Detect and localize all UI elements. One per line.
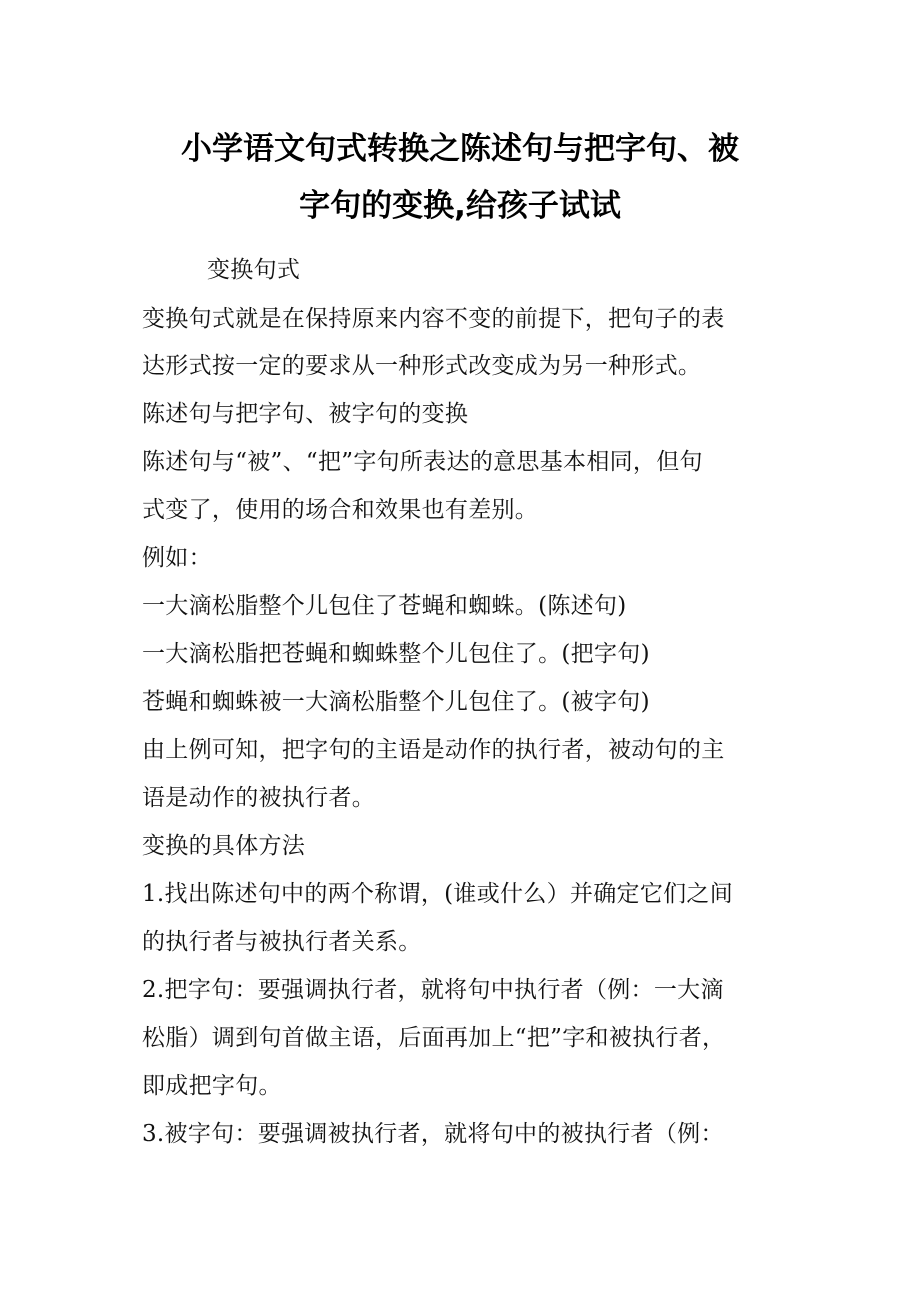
list-item-line: 即成把字句。 [142,1073,282,1099]
paragraph-line: 变换句式就是在保持原来内容不变的前提下，把句子的表 [142,306,725,332]
paragraph-line: 式变了，使用的场合和效果也有差别。 [142,497,539,523]
section-heading: 变换句式 [207,257,301,283]
list-item-line: 1.找出陈述句中的两个称谓，(谁或什么）并确定它们之间 [142,881,734,907]
list-item-line: 2.把字句：要强调执行者，就将句中执行者（例：一大滴 [142,977,724,1003]
list-item-line: 3.被字句：要强调被执行者，就将句中的被执行者（例： [142,1121,724,1147]
section-heading: 陈述句与把字句、被字句的变换 [142,401,469,427]
section-heading: 变换的具体方法 [142,833,306,859]
document-title-line-1: 小学语文句式转换之陈述句与把字句、被 [181,131,739,167]
paragraph-line: 达形式按一定的要求从一种形式改变成为另一种形式。 [142,353,702,379]
paragraph-line: 语是动作的被执行者。 [142,785,375,811]
example-line: 一大滴松脂整个儿包住了苍蝇和蜘蛛。(陈述句) [142,593,627,619]
example-line: 苍蝇和蜘蛛被一大滴松脂整个儿包住了。(被字句) [142,689,650,715]
paragraph-line: 例如： [142,545,212,571]
paragraph-line: 由上例可知，把字句的主语是动作的执行者，被动句的主 [142,737,725,763]
list-item-line: 的执行者与被执行者关系。 [142,929,422,955]
example-line: 一大滴松脂把苍蝇和蜘蛛整个儿包住了。(把字句) [142,641,650,667]
document-title-line-2: 字句的变换,给孩子试试 [299,188,621,224]
paragraph-line: 陈述句与“被”、“把”字句所表达的意思基本相同，但句 [142,449,703,475]
list-item-line: 松脂）调到句首做主语，后面再加上“把”字和被执行者， [142,1025,726,1051]
